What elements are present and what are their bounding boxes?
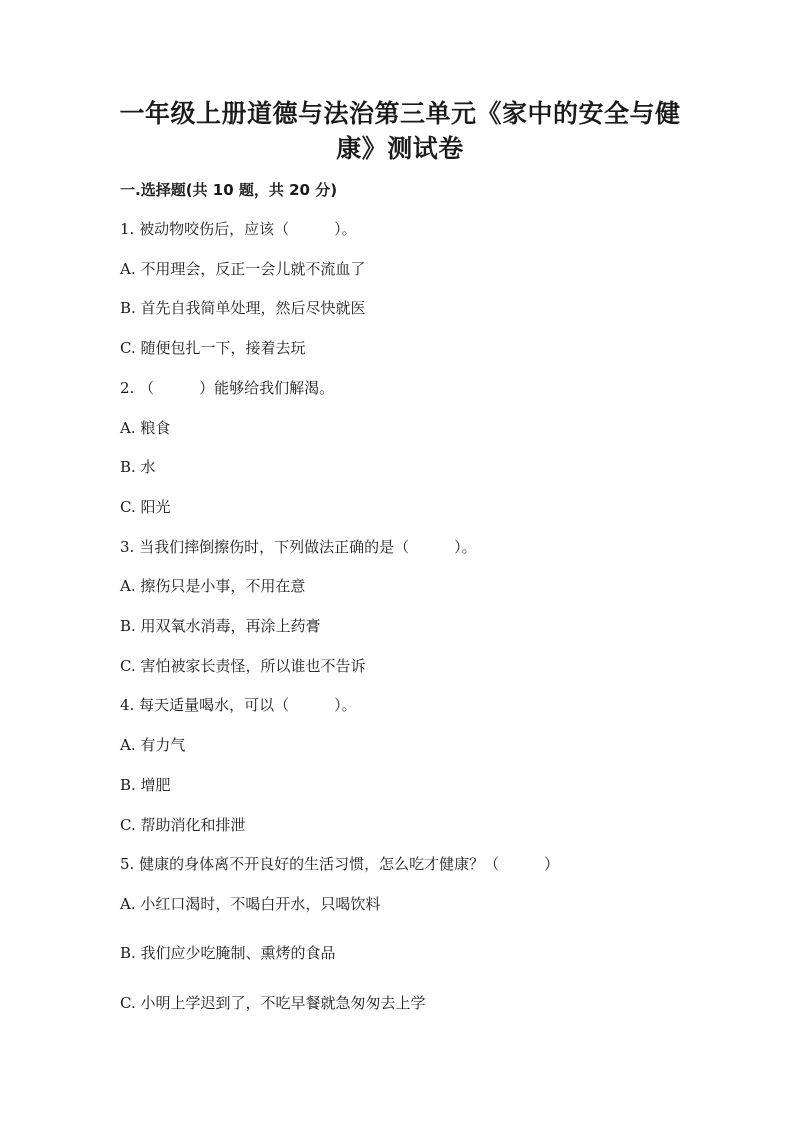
question-1-option-a: A. 不用理会，反正一会儿就不流血了 (120, 260, 366, 278)
question-1-option-b: B. 首先自我简单处理，然后尽快就医 (120, 299, 366, 317)
question-2-stem: 2. （ ）能够给我们解渴。 (120, 379, 335, 397)
question-1-stem: 1. 被动物咬伤后，应该（ ）。 (120, 220, 357, 238)
question-3-option-c: C. 害怕被家长责怪，所以谁也不告诉 (120, 657, 366, 675)
question-2-option-b: B. 水 (120, 458, 156, 476)
title-line-1: 一年级上册道德与法治第三单元《家中的安全与健 (119, 99, 681, 128)
question-5-option-c: C. 小明上学迟到了，不吃早餐就急匆匆去上学 (120, 994, 426, 1012)
question-5-option-a: A. 小红口渴时，不喝白开水，只喝饮料 (120, 895, 381, 913)
question-4-stem: 4. 每天适量喝水，可以（ ）。 (120, 696, 357, 714)
question-1-option-c: C. 随便包扎一下，接着去玩 (120, 339, 306, 357)
question-2-option-c: C. 阳光 (120, 498, 171, 516)
question-4-option-a: A. 有力气 (120, 736, 186, 754)
question-3-option-b: B. 用双氧水消毒，再涂上药膏 (120, 617, 321, 635)
question-3-option-a: A. 擦伤只是小事，不用在意 (120, 577, 306, 595)
question-2-option-a: A. 粮食 (120, 419, 171, 437)
question-5-option-b: B. 我们应少吃腌制、熏烤的食品 (120, 944, 336, 962)
question-4-option-c: C. 帮助消化和排泄 (120, 816, 246, 834)
document-title (100, 96, 700, 166)
question-4-option-b: B. 增肥 (120, 776, 171, 794)
section-heading: 一.选择题(共 10 题，共 20 分) (120, 181, 338, 199)
question-3-stem: 3. 当我们摔倒擦伤时，下列做法正确的是（ ）。 (120, 538, 477, 556)
title-line-2: 康》测试卷 (336, 134, 464, 163)
question-5-stem: 5. 健康的身体离不开良好的生活习惯，怎么吃才健康？（ ） (120, 855, 560, 873)
